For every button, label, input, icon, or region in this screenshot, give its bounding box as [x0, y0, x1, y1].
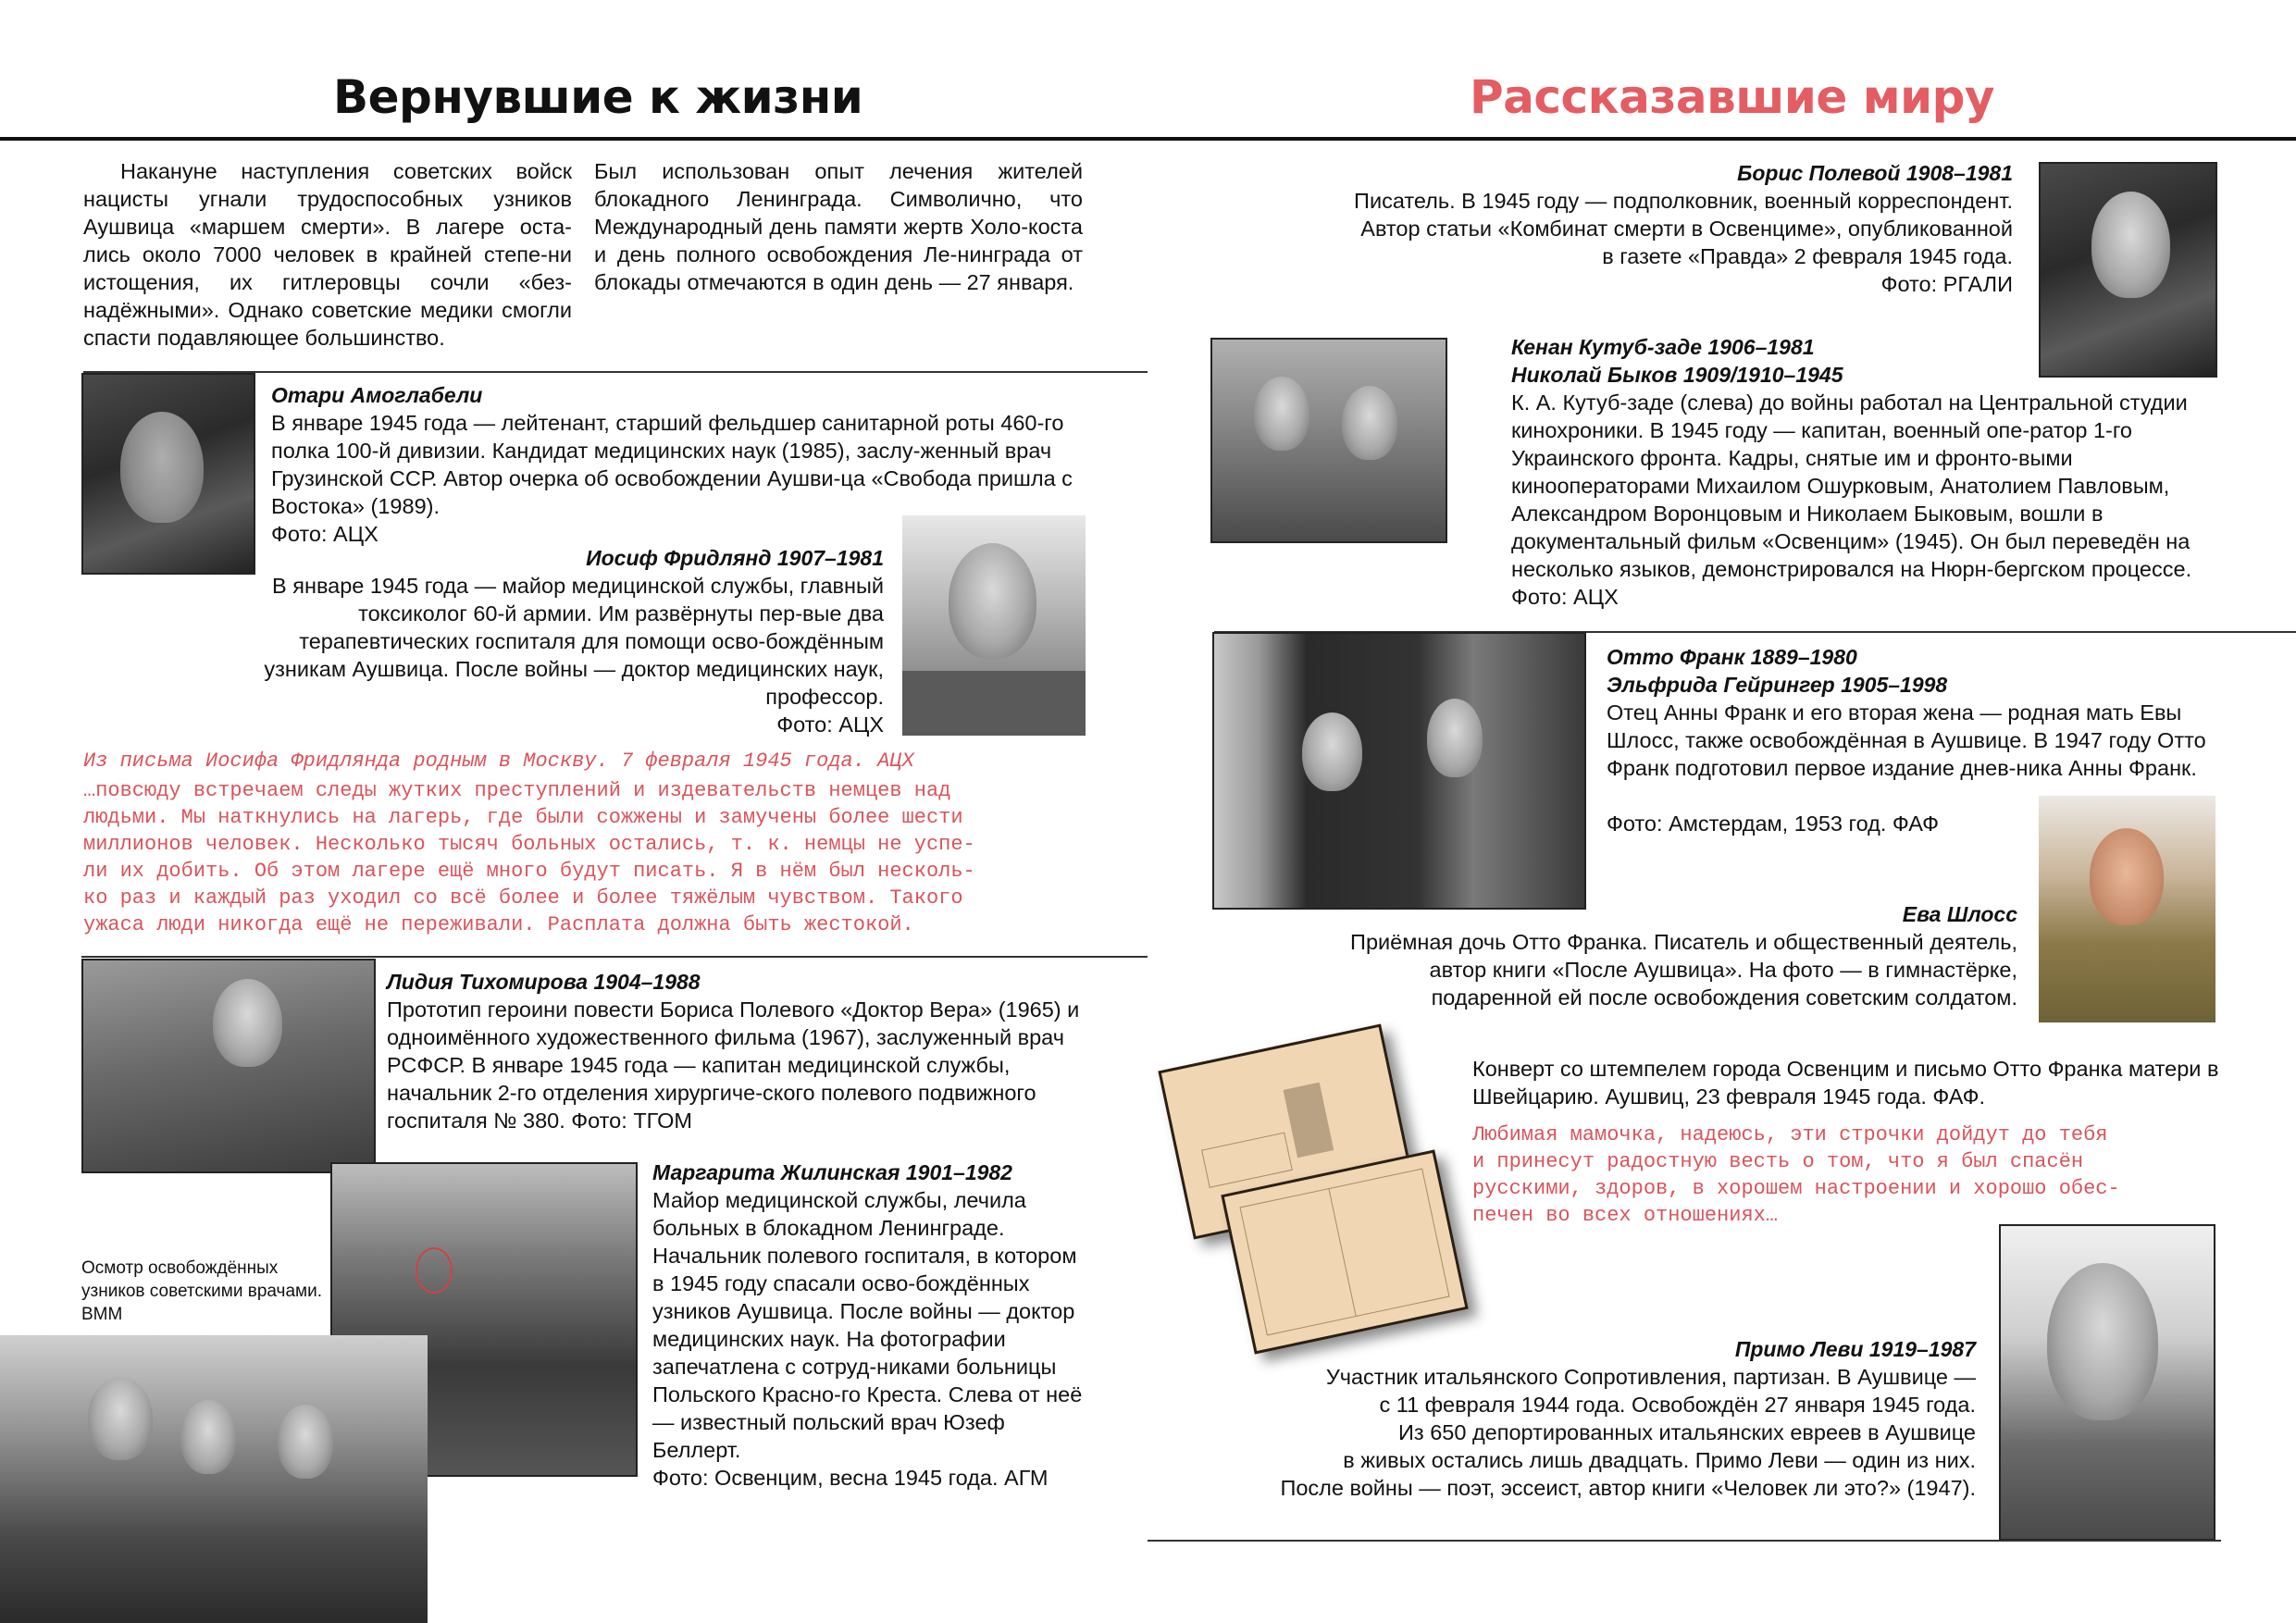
portrait-face-icon: [2047, 1263, 2158, 1420]
portrait-face-icon: [1342, 386, 1397, 460]
amoglabeli-name: Отари Амоглабели: [271, 383, 483, 407]
polevoy-name: Борис Полевой 1908–1981: [1737, 161, 2013, 185]
exam-photo: [0, 1335, 428, 1623]
letter-line: печен во всех отношениях…: [1472, 1204, 1779, 1227]
intro-column-1: Накануне наступления советских войск нацисты угнали трудоспособных узников Аушвица «маршем смерти». В лагере оста-лись около 7000 человек в крайней степе-ни истощения, их гитлеровцы сочли «без-надёжными». Однако советские медики смогли спасти подавляющее большинство.: [83, 159, 572, 350]
intro-column-2: Был использован опыт лечения жителей блокадного Ленинграда. Символично, что Международный день памяти жертв Холо-коста и день полного освобождения Ле-нинграда от блокады отмечаются в один день — 27 января.: [594, 159, 1083, 294]
amoglabeli-photo: [81, 373, 255, 575]
kutub-bio: К. А. Кутуб-заде (слева) до войны работал на Центральной студии кинохроники. В 1945 году — капитан, военный опе-ратор 1-го Украинского фронта. Кадры, снятые им и фронто-выми кинооператорами Михаилом Ошурковым, Анатолием Павловым, Александром Воронцовым и Николаем Быковым, вошли в документальный фильм «Освенцим» (1945). Он был переведён на несколько языков, демонстрировался на Нюрн-бергском процессе. Фото: АЦХ: [1511, 390, 2192, 609]
portrait-face-icon: [1302, 712, 1362, 791]
portrait-face-icon: [180, 1400, 236, 1474]
schloss-bio: [1240, 928, 2017, 1011]
frank-credit: Фото: Амстердам, 1953 год. ФАФ: [1607, 812, 1940, 836]
polevoy-bio: [1203, 187, 2013, 298]
zhilinskaya-bio: Майор медицинской службы, лечила больных в блокадном Ленинграде. Начальник полевого госпиталя, в котором в 1945 году спасали осво-бождённых узников Аушвица. После войны — доктор медицинских наук. На фотографии запечатлена с сотруд-никами больницы Польского Красно-го Креста. Слева от неё — известный польский врач Юзеф Беллерт.: [652, 1188, 1083, 1462]
schloss-photo: [2039, 796, 2215, 1022]
envelope-caption: Конверт со штемпелем города Освенцим и письмо Отто Франка матери в Швейцарию. Аушвиц, 23 февраля 1945 года. ФАФ.: [1472, 1057, 2219, 1109]
geiringer-name: Эльфрида Гейрингер 1905–1998: [1607, 673, 1948, 697]
bio-line: Писатель. В 1945 году — подполковник, военный корреспондент.: [1354, 189, 2013, 213]
header-rule: [0, 137, 2296, 141]
levi-name: Примо Леви 1919–1987: [1734, 1337, 1976, 1361]
portrait-face-icon: [88, 1377, 153, 1460]
kutub-bykov-photo: [1210, 338, 1447, 543]
bio-line: в газете «Правда» 2 февраля 1945 года.: [1602, 244, 2013, 268]
otto-frank-letter: [1472, 1121, 2120, 1229]
fridlyand-letter-heading: Из письма Иосифа Фридлянда родным в Москву. 7 февраля 1945 года. АЦХ: [83, 750, 914, 773]
fridlyand-bio: В январе 1945 года — майор медицинской службы, главный токсиколог 60-й армии. Им развёрнуты пер-вые два терапевтических госпиталя для помощи осво-бождённым узникам Аушвица. После войны — доктор медицинских наук, профессор.: [264, 574, 884, 709]
tikhomirova-photo: [81, 959, 376, 1173]
address-box: [1201, 1133, 1293, 1188]
left-page-title: Вернувшие к жизни: [333, 70, 863, 124]
amoglabeli-credit: Фото: АЦХ: [271, 522, 379, 546]
bio-line: автор книги «После Аушвица». На фото — в гимнастёрке,: [1429, 958, 2017, 982]
letter-line: русскими, здоров, в хорошем настроении и хорошо обес-: [1472, 1177, 2120, 1200]
portrait-face-icon: [1427, 699, 1483, 777]
zhilinskaya-name: Маргарита Жилинская 1901–1982: [652, 1160, 1012, 1184]
otto-frank-name: Отто Франк 1889–1980: [1607, 645, 1857, 669]
tikhomirova-bio: Прототип героини повести Бориса Полевого «Доктор Вера» (1965) и одноимённого художественного фильма (1967), заслуженный врач РСФСР. В январе 1945 года — капитан медицинской службы, начальник 2-го отделения хирургиче-ского полевого подвижного госпиталя № 380. Фото: ТГОМ: [387, 997, 1080, 1133]
otto-frank-photo: [1212, 632, 1586, 910]
section-divider: [81, 956, 1148, 958]
exam-photo-caption: Осмотр освобождённых узников советскими врачами. ВММ: [81, 1258, 322, 1324]
right-page-title: Рассказавшие миру: [1470, 70, 1995, 124]
letter-line: миллионов человек. Несколько тысяч больных остались, т. к. немцы не успе-: [83, 833, 975, 856]
portrait-face-icon: [1254, 377, 1309, 451]
letter-line: Любимая мамочка, надеюсь, эти строчки дойдут до тебя: [1472, 1123, 2108, 1146]
letter-line: ко раз и каждый раз уходил со всё более и более тяжёлым чувством. Такого: [83, 886, 963, 910]
letter-line: ужаса люди никогда ещё не переживали. Расплата должна быть жестокой.: [83, 913, 914, 936]
portrait-face-icon: [278, 1405, 333, 1479]
fridlyand-letter: [83, 777, 975, 938]
letter-line: ли их добить. Об этом лагере ещё много будут писать. Я в нём был несколь-: [83, 860, 975, 883]
tikhomirova-name: Лидия Тихомирова 1904–1988: [387, 970, 701, 994]
fridlyand-credit: Фото: АЦХ: [776, 712, 884, 737]
levi-bio: [1166, 1363, 1976, 1502]
highlight-circle-icon: [416, 1247, 453, 1294]
bio-line: с 11 февраля 1944 года. Освобождён 27 января 1945 года.: [1379, 1393, 1976, 1417]
portrait-face-icon: [2091, 192, 2170, 298]
portrait-face-icon: [213, 979, 282, 1067]
polevoy-photo: [2039, 162, 2217, 378]
frank-bio: Отец Анны Франк и его вторая жена — родная мать Евы Шлосс, также освобождённая в Аушвице. В 1947 году Отто Франк подготовил первое издание днев-ника Анны Франк.: [1607, 700, 2206, 780]
portrait-face-icon: [2090, 828, 2164, 925]
bio-line: в живых остались лишь двадцать. Примо Леви — один из них.: [1343, 1448, 1976, 1472]
zhilinskaya-credit: Фото: Освенцим, весна 1945 года. АГМ: [652, 1466, 1049, 1490]
amoglabeli-bio: В январе 1945 года — лейтенант, старший фельдшер санитарной роты 460-го полка 100-й дивизии. Кандидат медицинских наук (1985), заслу-женный врач Грузинской ССР. Автор очерка об освобождении Аушви-ца «Свобода пришла с Востока» (1989).: [271, 411, 1073, 518]
bio-line: Из 650 депортированных итальянских евреев в Аушвице: [1398, 1420, 1976, 1444]
bio-line: Участник итальянского Сопротивления, партизан. В Аушвице —: [1325, 1365, 1976, 1389]
portrait-face-icon: [120, 412, 204, 523]
bio-line: После войны — поэт, эссеист, автор книги «Человек ли это?» (1947).: [1280, 1476, 1976, 1500]
fridlyand-name: Иосиф Фридлянд 1907–1981: [586, 546, 884, 570]
letter-line: и принесут радостную весть о том, что я был спасён: [1472, 1150, 2084, 1173]
bottom-divider: [1148, 1540, 2221, 1542]
portrait-face-icon: [949, 543, 1036, 659]
bio-line: подаренной ей после освобождения советским солдатом.: [1431, 985, 2017, 1010]
kutub-name: Кенан Кутуб-заде 1906–1981: [1511, 335, 1815, 359]
letter-line: …повсюду встречаем следы жутких преступлений и издевательств немцев над: [83, 779, 951, 802]
polevoy-credit: Фото: РГАЛИ: [1880, 272, 2013, 296]
uniform-shape: [902, 671, 1086, 736]
levi-photo: [1999, 1224, 2215, 1541]
bio-line: Приёмная дочь Отто Франка. Писатель и общественный деятель,: [1350, 930, 2017, 954]
bykov-name: Николай Быков 1909/1910–1945: [1511, 363, 1843, 387]
schloss-name: Ева Шлосс: [1902, 902, 2017, 926]
bio-line: Автор статьи «Комбинат смерти в Освенциме», опубликованной: [1360, 217, 2013, 241]
letter-line: людьми. Мы наткнулись на лагерь, где были сожжены и замучены более шести: [83, 806, 963, 829]
fridlyand-photo: [902, 515, 1086, 736]
postmark-icon: [1284, 1083, 1334, 1158]
